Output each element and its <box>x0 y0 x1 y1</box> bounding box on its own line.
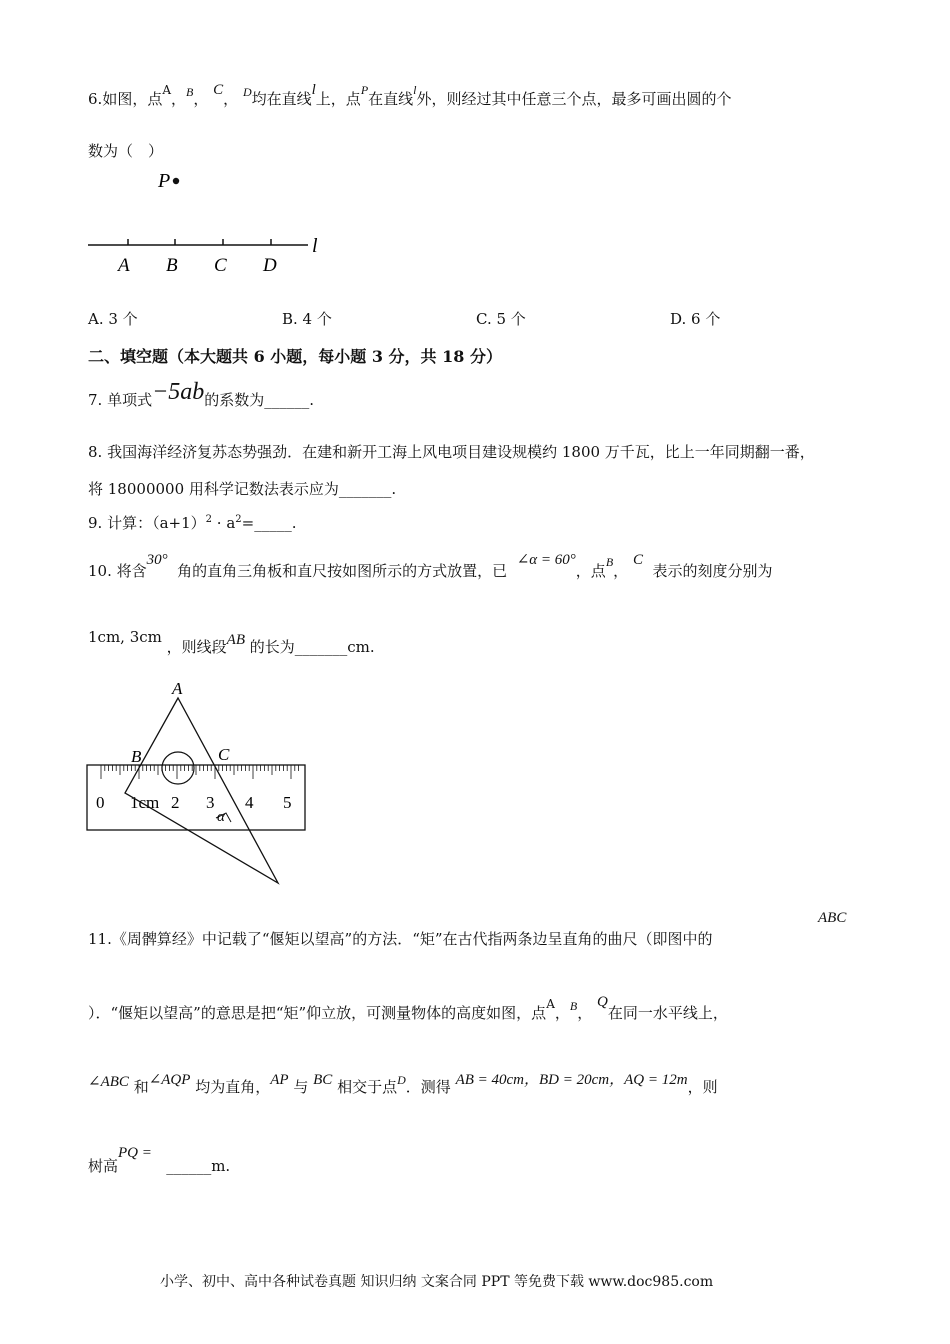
fig-label-C: C <box>218 745 230 764</box>
segment-AB: AB <box>226 632 245 648</box>
angle-alpha: ∠α = 60° <box>516 552 576 568</box>
point-A: A <box>546 997 555 1011</box>
text: 与 <box>293 1078 309 1096</box>
set-square <box>125 698 278 883</box>
text: 7. 单项式 <box>88 391 153 409</box>
question-number: 6. <box>88 90 103 108</box>
exponent: 2 <box>235 514 242 525</box>
segment-PQ: PQ = <box>118 1145 152 1161</box>
q10-line1: 10. 将含30° 角的直角三角板和直尺按如图所示的方式放置，已 ∠α = 60°，点$^B$， C 表示的刻度分别为 <box>88 552 773 580</box>
q6-option-b[interactable]: B. 4 个 <box>282 310 332 328</box>
point-B: B <box>569 999 578 1013</box>
fig-label-B: B <box>166 255 178 276</box>
fig-label-alpha: α <box>217 809 225 825</box>
exponent: 2 <box>205 514 213 525</box>
text: ）．“偃矩以望高”的意思是把“矩”仰立放，可测量物体的高度如图，点 <box>88 1004 547 1022</box>
text: 上，点 <box>315 90 361 108</box>
angle-30: 30° <box>146 552 168 568</box>
point-A: A <box>162 83 171 97</box>
q9 <box>88 512 296 533</box>
point-B: B <box>186 85 194 99</box>
text: ，点 <box>575 562 606 580</box>
text: =_____. <box>241 514 297 532</box>
q10-figure <box>80 675 320 890</box>
angle-ABC: ∠ABC <box>88 1074 129 1090</box>
text: 角的直角三角板和直尺按如图所示的方式放置，已 <box>177 562 508 580</box>
text: ．测得 <box>405 1078 451 1096</box>
circle-mark <box>162 752 194 784</box>
text: 在同一水平线上， <box>607 1004 728 1022</box>
q6-figure <box>80 165 340 280</box>
fig-label-B: B <box>131 747 142 766</box>
q6-option-d[interactable]: D. 6 个 <box>670 310 721 328</box>
point-P-dot <box>173 178 179 184</box>
text: 均为直角， <box>195 1078 271 1096</box>
segment-BC: BC <box>313 1072 333 1088</box>
text: ，则 <box>687 1078 718 1096</box>
ruler-ticks <box>101 765 299 779</box>
measurements: 1cm, 3cm <box>88 628 162 646</box>
text: 9. 计算：（a+1） <box>88 514 206 532</box>
point-C: C <box>632 552 643 568</box>
q6-line1: 6.如图，点$^A$，$^B$， C， $^D$均在直线l上，点$^P$在直线$^l$外，则经过其中任意三个点，最多可画出圆的个 <box>88 82 732 108</box>
fig-label-l: l <box>312 235 318 257</box>
point-Q: Q <box>597 994 608 1010</box>
point-D: D <box>397 1073 406 1087</box>
ruler-label-3: 3 <box>206 793 215 812</box>
line-l: l <box>413 83 417 97</box>
text: ，则线段 <box>166 638 227 656</box>
text: · a <box>212 514 236 532</box>
fig-label-A: A <box>172 679 183 698</box>
measurements: AB = 40cm，BD = 20cm，AQ = 12m <box>455 1072 688 1088</box>
text: 如图，点 <box>102 90 163 108</box>
q6-option-a[interactable]: A. 3 个 <box>88 310 138 328</box>
text: 树高 <box>88 1157 119 1175</box>
q11-line2: ）．“偃矩以望高”的意思是把“矩”仰立放，可测量物体的高度如图，点$^A$，$^B$， Q在同一水平线上， <box>88 994 728 1022</box>
fig-label-C: C <box>214 255 227 276</box>
fig-label-A: A <box>118 255 130 276</box>
q11-line3 <box>88 1072 718 1097</box>
fig-label-D: D <box>263 255 277 276</box>
q8-line1: 8. 我国海洋经济复苏态势强劲．在建和新开工海上风电项目建设规模约 1800 万千瓦，比上一年同期翻一番， <box>88 443 815 461</box>
text: 10. 将含 <box>88 562 147 580</box>
ruler-label-2: 2 <box>171 793 180 812</box>
text: 均在直线 <box>251 90 312 108</box>
text: 表示的刻度分别为 <box>652 562 773 580</box>
q6-option-c[interactable]: C. 5 个 <box>476 310 526 328</box>
angle-AQP: ∠AQP <box>148 1072 191 1088</box>
q6-line2: 数为（ ） <box>88 142 164 160</box>
q10-line2 <box>88 628 375 657</box>
q11-line1: 11.《周髀算经》中记载了“偃矩以望高”的方法．“矩”在古代指两条边呈直角的曲尺（即图中的 <box>88 930 713 948</box>
q11-abc: ABC <box>818 910 847 926</box>
line-l: l <box>311 82 316 98</box>
q11-line4 <box>88 1145 231 1176</box>
ruler-label-4: 4 <box>245 793 254 812</box>
q7 <box>88 379 315 412</box>
ruler-label-0: 0 <box>96 793 105 812</box>
fig-label-P: P <box>158 170 171 192</box>
segment-AP: AP <box>270 1072 289 1088</box>
text: 外，则经过其中任意三个点，最多可画出圆的个 <box>416 90 732 108</box>
q8-line2: 将 18000000 用科学记数法表示应为_______. <box>88 480 397 498</box>
text: 和 <box>133 1078 149 1096</box>
ruler-label-5: 5 <box>283 793 292 812</box>
text: 相交于点 <box>337 1078 398 1096</box>
footer: 小学、初中、高中各种试卷真题 知识归纳 文案合同 PPT 等免费下载 www.doc985.com <box>160 1274 714 1290</box>
point-B: B <box>605 555 614 569</box>
text: ______m. <box>166 1157 231 1175</box>
ruler-label-1cm: 1cm <box>130 793 160 812</box>
point-P: P <box>360 83 369 97</box>
monomial: −5ab <box>152 379 205 405</box>
section-heading: 二、填空题（本大题共 6 小题，每小题 3 分，共 18 分） <box>88 347 502 366</box>
point-C: C <box>213 82 224 98</box>
text: 的长为_______cm. <box>249 638 375 656</box>
point-D: D <box>242 85 252 99</box>
text: 在直线 <box>368 90 414 108</box>
text: 的系数为______. <box>204 391 315 409</box>
